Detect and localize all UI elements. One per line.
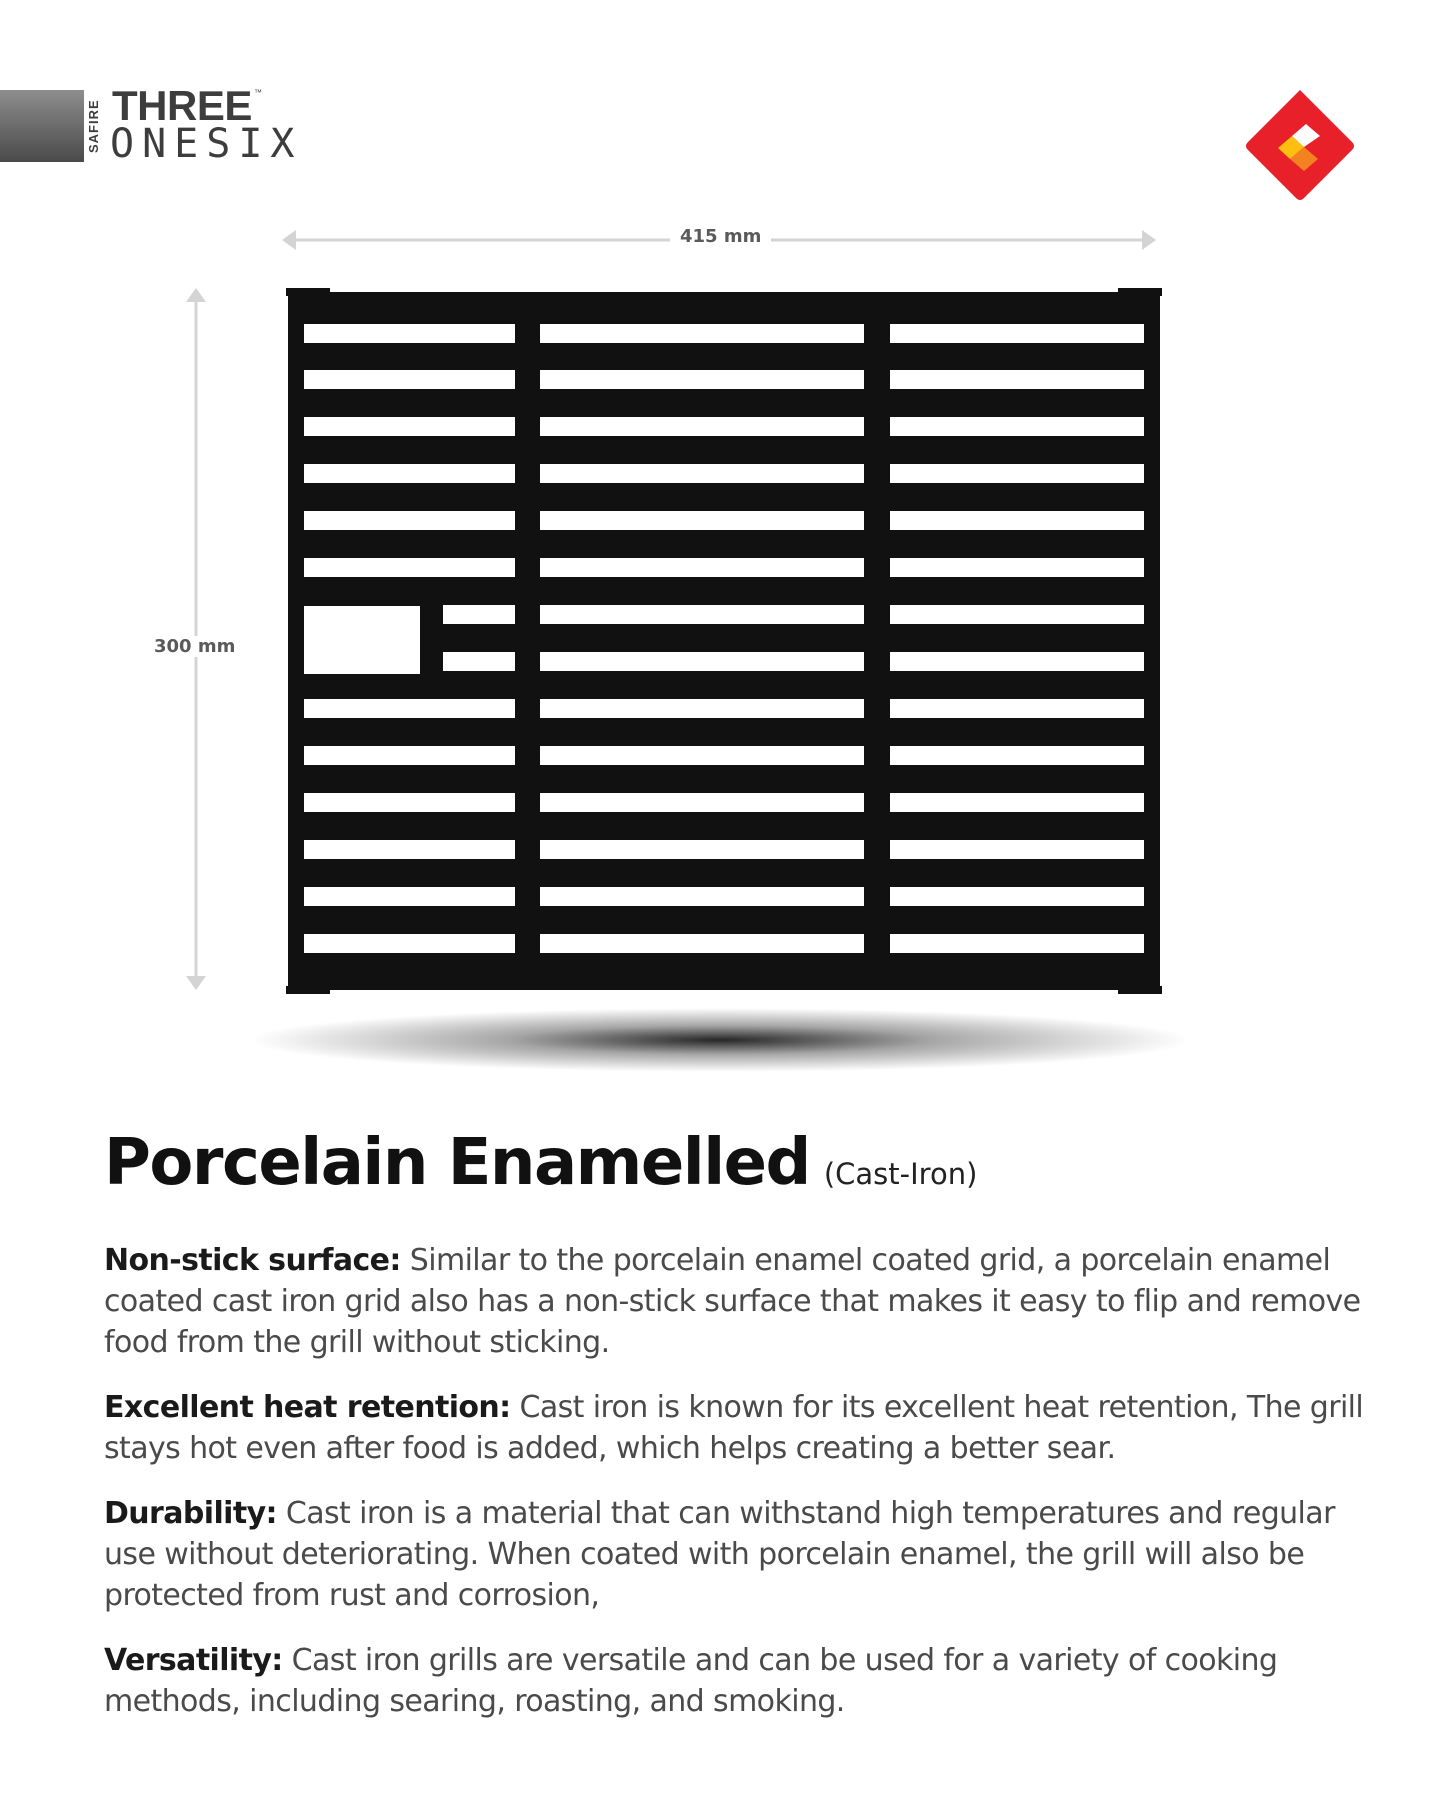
feature-label: Durability: <box>104 1496 277 1531</box>
feature-text: Cast iron grills are versatile and can be used for a variety of cooking methods, including searing, roasting, and smoking. <box>104 1643 1278 1719</box>
brand-name-line1: THREE <box>112 82 252 129</box>
feature-paragraph <box>104 1240 1364 1363</box>
feature-paragraph <box>104 1493 1364 1616</box>
product-title: Porcelain Enamelled <box>104 1126 810 1200</box>
feature-paragraph <box>104 1640 1364 1722</box>
feature-label: Non-stick surface: <box>104 1243 401 1278</box>
width-dimension-label: 415 mm <box>670 226 771 247</box>
feature-label: Versatility: <box>104 1643 283 1678</box>
brand-prefix: SAFIRE <box>86 99 101 153</box>
cast-iron-grill <box>286 288 1162 994</box>
feature-text: Similar to the porcelain enamel coated grid, a porcelain enamel coated cast iron grid also has a non-stick surface that makes it easy to flip and remove food from the grill without sticking. <box>104 1243 1361 1360</box>
feature-paragraph <box>104 1387 1364 1469</box>
height-dimension-label: 300 mm <box>144 636 245 657</box>
brand-name-line2: ONESIX <box>110 121 303 167</box>
trademark-symbol: ™ <box>254 88 262 97</box>
feature-text: Cast iron is known for its excellent heat retention, The grill stays hot even after food is added, which helps creating a better sear. <box>104 1390 1364 1466</box>
feature-label: Excellent heat retention: <box>104 1390 511 1425</box>
feature-text: Cast iron is a material that can withstand high temperatures and regular use without deteriorating. When coated with porcelain enamel, the grill will also be protected from rust and corrosion, <box>104 1496 1335 1613</box>
product-subtitle: (Cast-Iron) <box>823 1157 978 1191</box>
product-heading <box>104 1126 977 1200</box>
grill-shadow <box>250 1008 1190 1072</box>
feature-list <box>104 1240 1364 1746</box>
